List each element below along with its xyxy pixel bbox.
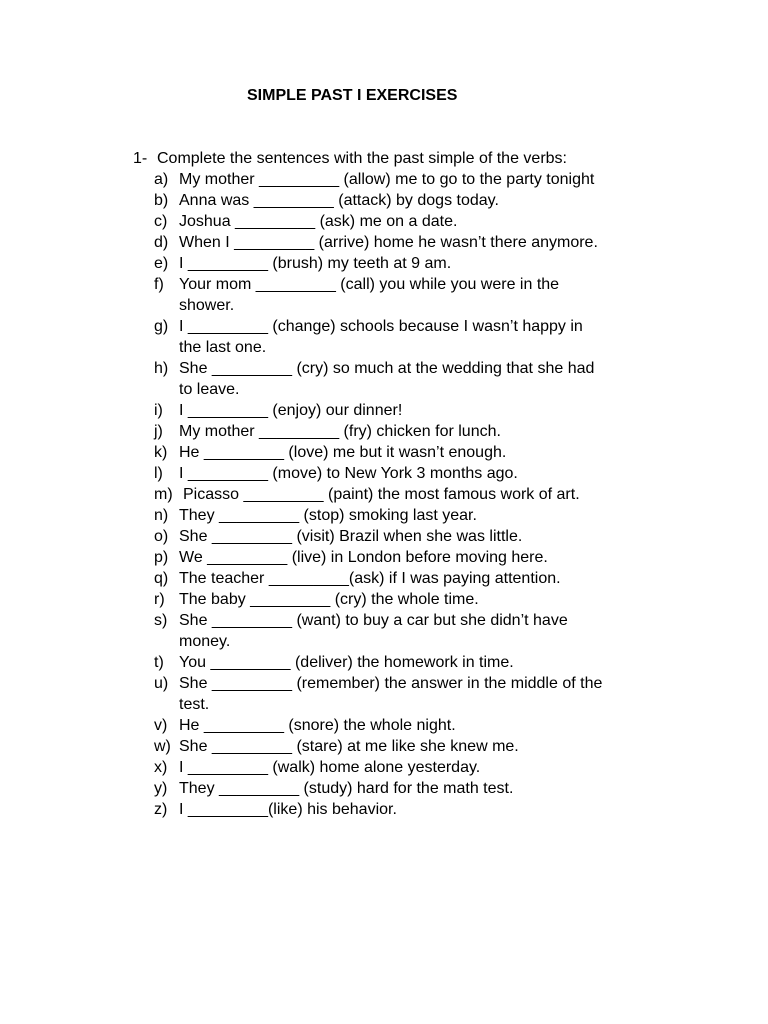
item-sentence: He _________ (love) me but it wasn’t enough. [179,444,507,461]
sentence-item [133,505,673,526]
sentence-item [133,316,673,358]
sentence-item [133,274,673,316]
item-sentence: He _________ (snore) the whole night. [179,717,456,734]
item-sentence: I _________(like) his behavior. [179,801,397,818]
item-letter: b) [154,192,169,209]
sentence-item [133,169,673,190]
sentence-item [133,400,673,421]
item-letter: p) [154,549,169,566]
item-letter: d) [154,234,169,251]
item-sentence: You _________ (deliver) the homework in time. [179,654,514,671]
item-sentence: She _________ (remember) the answer in the middle of the test. [179,675,603,713]
item-letter: g) [154,318,169,335]
sentence-item [133,715,673,736]
item-letter: r) [154,591,165,608]
item-sentence: They _________ (study) hard for the math test. [179,780,514,797]
sentence-item [133,673,673,715]
item-letter: y) [154,780,168,797]
item-letter: s) [154,612,168,629]
item-sentence: Picasso _________ (paint) the most famous work of art. [183,486,580,503]
sentence-item [133,190,673,211]
item-sentence: They _________ (stop) smoking last year. [179,507,477,524]
sentence-item [133,253,673,274]
item-letter: f) [154,276,164,293]
sentence-item [133,589,673,610]
sentence-item [133,358,673,400]
item-sentence: Your mom _________ (call) you while you were in the shower. [179,276,560,314]
item-sentence: I _________ (walk) home alone yesterday. [179,759,481,776]
item-letter: q) [154,570,169,587]
item-sentence: Anna was _________ (attack) by dogs today. [179,192,499,209]
exercise-number: 1- [133,150,148,167]
sentence-item [133,652,673,673]
item-letter: j) [154,423,163,440]
item-sentence: She _________ (stare) at me like she knew me. [179,738,519,755]
item-sentence: I _________ (enjoy) our dinner! [179,402,403,419]
item-sentence: My mother _________ (allow) me to go to the party tonight [179,171,595,188]
item-sentence: She _________ (visit) Brazil when she was little. [179,528,523,545]
sentence-item [133,442,673,463]
instruction-text: Complete the sentences with the past simple of the verbs: [157,150,567,167]
sentence-item [133,547,673,568]
item-letter: a) [154,171,169,188]
item-letter: x) [154,759,168,776]
sentence-item [133,736,673,757]
item-sentence: I _________ (move) to New York 3 months ago. [179,465,518,482]
item-sentence: I _________ (brush) my teeth at 9 am. [179,255,452,272]
item-letter: z) [154,801,168,818]
item-letter: w) [154,738,171,755]
sentence-item [133,757,673,778]
sentence-list [133,169,673,820]
item-letter: v) [154,717,168,734]
item-letter: k) [154,444,168,461]
sentence-item [133,610,673,652]
sentence-item [133,526,673,547]
item-letter: c) [154,213,168,230]
item-letter: i) [154,402,163,419]
item-sentence: My mother _________ (fry) chicken for lunch. [179,423,501,440]
item-sentence: Joshua _________ (ask) me on a date. [179,213,458,230]
item-sentence: She _________ (want) to buy a car but she didn’t have money. [179,612,568,650]
item-sentence: I _________ (change) schools because I wasn’t happy in the last one. [179,318,583,356]
sentence-item [133,421,673,442]
sentence-item [133,463,673,484]
exercise-1 [133,148,673,820]
item-sentence: She _________ (cry) so much at the wedding that she had to leave. [179,360,595,398]
page-title: SIMPLE PAST I EXERCISES [247,87,458,104]
item-sentence: The teacher _________(ask) if I was paying attention. [179,570,561,587]
item-letter: n) [154,507,169,524]
sentence-item [133,232,673,253]
sentence-item [133,799,673,820]
item-letter: h) [154,360,169,377]
sentence-item [133,778,673,799]
sentence-item [133,484,673,505]
item-letter: e) [154,255,169,272]
sentence-item [133,211,673,232]
item-letter: m) [154,486,173,503]
exercise-instruction [133,148,673,169]
item-letter: t) [154,654,164,671]
item-sentence: We _________ (live) in London before moving here. [179,549,548,566]
item-sentence: The baby _________ (cry) the whole time. [179,591,479,608]
item-sentence: When I _________ (arrive) home he wasn’t there anymore. [179,234,598,251]
sentence-item [133,568,673,589]
item-letter: u) [154,675,169,692]
item-letter: l) [154,465,163,482]
item-letter: o) [154,528,169,545]
